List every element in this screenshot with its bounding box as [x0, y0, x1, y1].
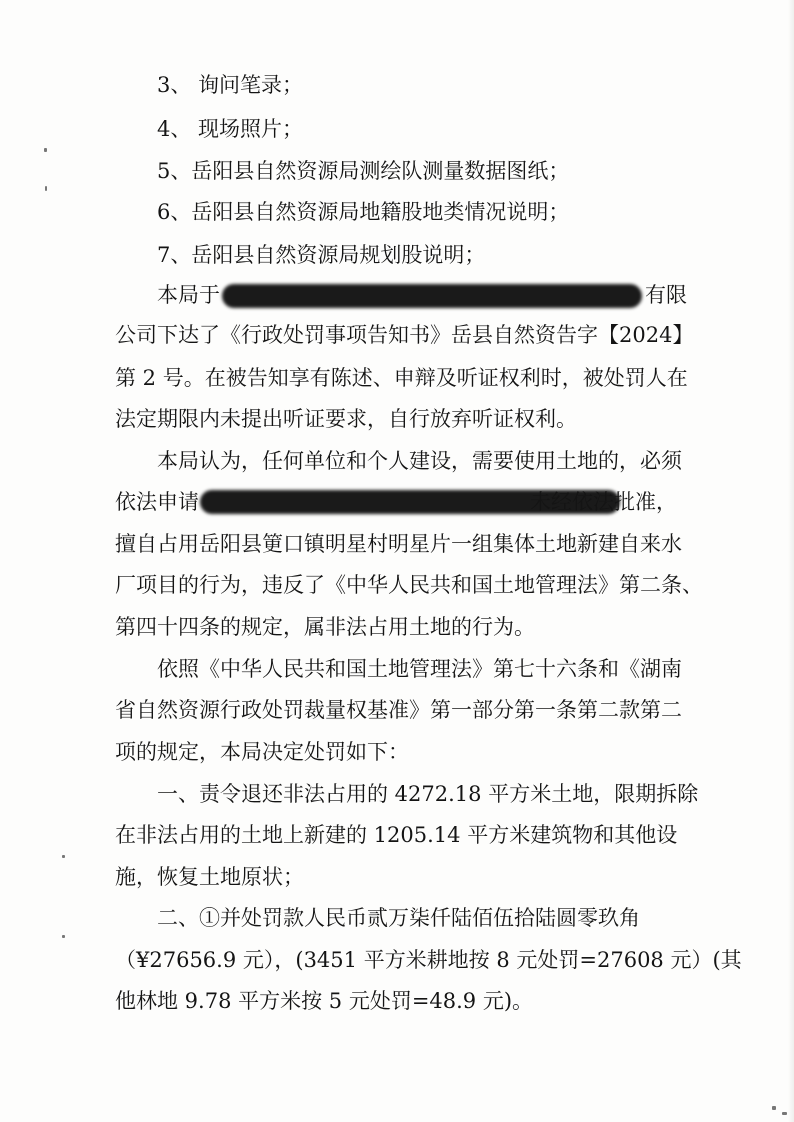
redaction-mark	[222, 284, 642, 308]
list-item: 3、 询问笔录；	[157, 73, 304, 97]
paragraph-line: 项的规定，本局决定处罚如下：	[115, 740, 409, 764]
scan-speck	[782, 1112, 787, 1115]
list-item: 7、岳阳县自然资源局规划股说明；	[157, 243, 486, 267]
page-edge-shadow	[788, 0, 794, 1122]
penalty-item: 他林地 9.78 平方米按 5 元处罚=48.9 元)。	[115, 989, 534, 1013]
scan-speck	[62, 855, 65, 858]
penalty-item: 二、①并处罚款人民币贰万柒仟陆佰伍拾陆圆零玖角	[157, 906, 640, 930]
paragraph-line: 第四十四条的规定，属非法占用土地的行为。	[115, 615, 535, 639]
paragraph-line: 有限	[645, 283, 687, 307]
list-item: 5、岳阳县自然资源局测绘队测量数据图纸；	[157, 159, 570, 183]
paragraph-line: 依照《中华人民共和国土地管理法》第七十六条和《湖南	[157, 657, 682, 681]
penalty-item: 施，恢复土地原状；	[115, 865, 304, 889]
paragraph-line: 省自然资源行政处罚裁量权基准》第一部分第一条第二款第二	[115, 698, 682, 722]
penalty-item: 在非法占用的土地上新建的 1205.14 平方米建筑物和其他设	[115, 823, 678, 847]
paragraph-line: 未经依法批准，	[530, 490, 677, 514]
paragraph-line: 法定期限内未提出听证要求，自行放弃听证权利。	[115, 407, 577, 431]
list-item: 4、 现场照片；	[157, 117, 304, 141]
paragraph-line: 擅自占用岳阳县筻口镇明星村明星片一组集体土地新建自来水	[115, 532, 682, 556]
list-item: 6、岳阳县自然资源局地籍股地类情况说明；	[157, 200, 570, 224]
scan-speck	[772, 1106, 776, 1110]
scan-speck	[45, 186, 47, 191]
paragraph-line: 公司下达了《行政处罚事项告知书》岳县自然资告字【2024】	[115, 323, 694, 347]
paragraph-line: 依法申请	[115, 490, 199, 514]
penalty-item: 一、责令退还非法占用的 4272.18 平方米土地，限期拆除	[157, 782, 699, 806]
penalty-item: （¥27656.9 元），(3451 平方米耕地按 8 元处罚=27608 元）(其	[115, 948, 742, 972]
paragraph-line: 第 2 号。在被告知享有陈述、申辩及听证权利时，被处罚人在	[115, 366, 688, 390]
paragraph-line: 厂项目的行为，违反了《中华人民共和国土地管理法》第二条、	[115, 573, 703, 597]
paragraph-line: 本局于	[157, 283, 220, 307]
scan-speck	[44, 148, 47, 152]
scan-speck	[62, 935, 65, 938]
paragraph-line: 本局认为，任何单位和个人建设，需要使用土地的，必须	[157, 449, 682, 473]
